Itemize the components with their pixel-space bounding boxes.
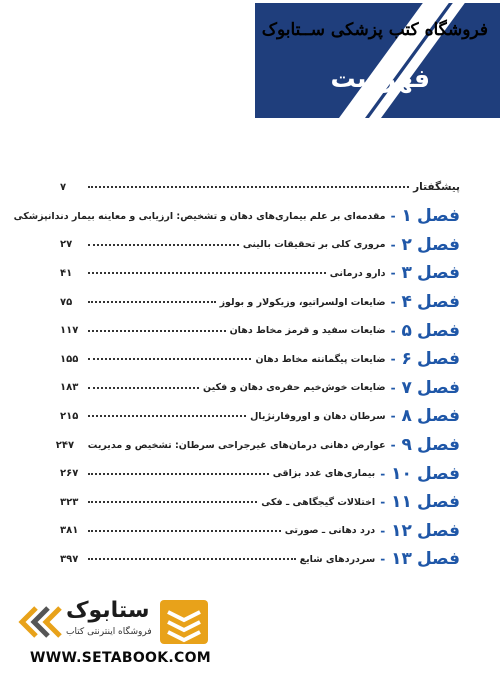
page-number: ۳۹۷ <box>60 553 79 565</box>
chapter-label <box>402 235 460 255</box>
chapter-title: ضایعات اولسراتیو، وزیکولار و بولوز <box>219 296 386 308</box>
leader-dots <box>88 530 281 532</box>
page-number: ۳۸۱ <box>60 525 79 537</box>
page-number: ۴۱ <box>60 267 73 279</box>
chapter-word: فصل <box>416 492 460 513</box>
speed-arrows-icon <box>18 604 62 640</box>
toc-row-preface[interactable] <box>60 172 460 202</box>
chapter-label <box>391 521 460 541</box>
leader-dots <box>88 473 269 475</box>
chapter-dash: - <box>380 466 386 481</box>
leader-dots <box>88 387 199 389</box>
chapter-list <box>13 202 460 574</box>
chapter-word: فصل <box>416 349 460 370</box>
page-number: ۲۴۷ <box>55 439 75 451</box>
chapter-title: سرطان دهان و اوروفارنژیال <box>250 410 386 422</box>
page-number: ۱۵۵ <box>60 353 79 365</box>
logo-subtitle: فروشگاه اینترنتی کتاب <box>66 627 152 637</box>
chapter-word: فصل <box>416 435 460 456</box>
leader-dots <box>88 501 257 503</box>
toc-row-chapter[interactable] <box>60 231 460 260</box>
chapter-number: ۷ <box>401 377 412 398</box>
chapter-label <box>391 492 460 512</box>
chapter-word: فصل <box>416 406 460 427</box>
chapter-number: ۱۱ <box>391 492 412 513</box>
chapter-label <box>402 292 460 312</box>
toc-row-chapter[interactable] <box>60 316 460 345</box>
chapter-title: مروری کلی بر تحقیقات بالینی <box>242 239 386 251</box>
leader-dots <box>88 415 246 417</box>
website-url[interactable]: WWW.SETABOOK.COM <box>30 650 211 666</box>
leader-dots <box>88 244 239 246</box>
leader-dots <box>88 186 409 188</box>
chapter-dash: - <box>390 352 396 367</box>
toc-row-chapter[interactable] <box>60 459 460 488</box>
chapter-title: مقدمه‌ای بر علم بیماری‌های دهان و تشخیص: ارزیابی و معاینه بیمار دندانپزشکی <box>13 210 386 222</box>
chapter-dash: - <box>390 438 396 453</box>
page-number: ۲۶۷ <box>60 468 79 480</box>
chapter-number: ۱۲ <box>391 520 412 541</box>
chapter-number: ۹ <box>401 435 412 456</box>
toc-row-chapter[interactable] <box>60 517 460 546</box>
chapter-dash: - <box>390 409 396 424</box>
toc-row-chapter[interactable] <box>60 288 460 317</box>
preface-title: پیشگفتار <box>413 181 460 193</box>
chapter-title: ضایعات سفید و قرمز مخاط دهان <box>229 325 386 337</box>
chapter-word: فصل <box>416 320 460 341</box>
chapter-label <box>402 435 460 455</box>
chapter-number: ۲ <box>401 234 412 255</box>
chapter-word: فصل <box>416 263 460 284</box>
toc-row-chapter[interactable] <box>60 402 460 431</box>
page-number: ۷ <box>60 181 67 193</box>
chapter-dash: - <box>380 495 386 510</box>
toc-row-chapter[interactable] <box>55 431 460 460</box>
chapter-dash: - <box>390 237 396 252</box>
chapter-title: دارو درمانی <box>329 267 386 279</box>
page-number <box>0 211 6 222</box>
leader-dots <box>88 358 251 360</box>
chapter-dash: - <box>390 266 396 281</box>
chapter-title: عوارض دهانی درمان‌های غیرجراحی سرطان: تشخیص و مدیریت <box>87 439 386 451</box>
chapter-label <box>402 406 460 426</box>
toc-row-chapter[interactable] <box>60 488 460 517</box>
chapter-number: ۱ <box>401 206 412 227</box>
store-caption: فروشگاه کتب پزشکی ســتابوک <box>261 20 488 40</box>
chapter-number: ۴ <box>401 292 412 313</box>
chapter-label <box>402 349 460 369</box>
chapter-title: ضایعات پیگمانته مخاط دهان <box>255 353 386 365</box>
chapter-word: فصل <box>416 206 460 227</box>
chapter-dash: - <box>390 323 396 338</box>
chapter-label <box>391 464 460 484</box>
page-number: ۲۱۵ <box>60 410 79 422</box>
chapter-title: ضایعات خوش‌خیم حفره‌ی دهان و فکین <box>203 382 386 394</box>
chapter-title: سردردهای شایع <box>299 553 376 565</box>
toc-row-chapter[interactable] <box>60 545 460 574</box>
toc-row-chapter[interactable] <box>13 202 460 231</box>
chapter-word: فصل <box>416 520 460 541</box>
chapter-title: درد دهانی ـ صورتی <box>284 525 376 537</box>
chapter-title: اختلالات گیجگاهی ـ فکی <box>261 496 376 508</box>
chapter-dash: - <box>380 523 386 538</box>
banner-stripes <box>255 0 500 118</box>
page-number: ۳۲۳ <box>60 496 79 508</box>
chapter-label <box>391 549 460 569</box>
header-banner <box>255 0 500 118</box>
toc-row-chapter[interactable] <box>60 374 460 403</box>
chapter-number: ۵ <box>401 320 412 341</box>
chapter-dash: - <box>390 209 396 224</box>
chapter-number: ۱۰ <box>391 463 412 484</box>
page-number: ۲۷ <box>60 239 73 251</box>
book-stack-icon <box>158 598 210 646</box>
chapter-label <box>402 321 460 341</box>
leader-dots <box>88 558 296 560</box>
page-number: ۱۱۷ <box>60 325 79 337</box>
chapter-title: بیماری‌های غدد بزاقی <box>272 468 376 480</box>
page-title: فهرست <box>330 64 430 93</box>
chapter-label <box>402 206 460 226</box>
page-number: ۱۸۳ <box>60 382 79 394</box>
chapter-label <box>402 378 460 398</box>
chapter-word: فصل <box>416 234 460 255</box>
chapter-number: ۱۳ <box>391 549 412 570</box>
chapter-word: فصل <box>416 377 460 398</box>
logo-wordmark: ستابوک <box>66 598 150 623</box>
leader-dots <box>88 301 216 303</box>
toc-row-chapter[interactable] <box>60 345 460 374</box>
chapter-number: ۳ <box>401 263 412 284</box>
table-of-contents <box>13 172 460 574</box>
chapter-number: ۶ <box>401 349 412 370</box>
page-number: ۷۵ <box>60 296 73 308</box>
chapter-label <box>402 263 460 283</box>
leader-dots <box>88 330 226 332</box>
chapter-dash: - <box>380 552 386 567</box>
chapter-word: فصل <box>416 463 460 484</box>
chapter-dash: - <box>390 380 396 395</box>
store-logo[interactable] <box>18 598 238 646</box>
chapter-word: فصل <box>416 292 460 313</box>
leader-dots <box>88 272 326 274</box>
chapter-dash: - <box>390 295 396 310</box>
toc-row-chapter[interactable] <box>60 259 460 288</box>
chapter-word: فصل <box>416 549 460 570</box>
chapter-number: ۸ <box>401 406 412 427</box>
